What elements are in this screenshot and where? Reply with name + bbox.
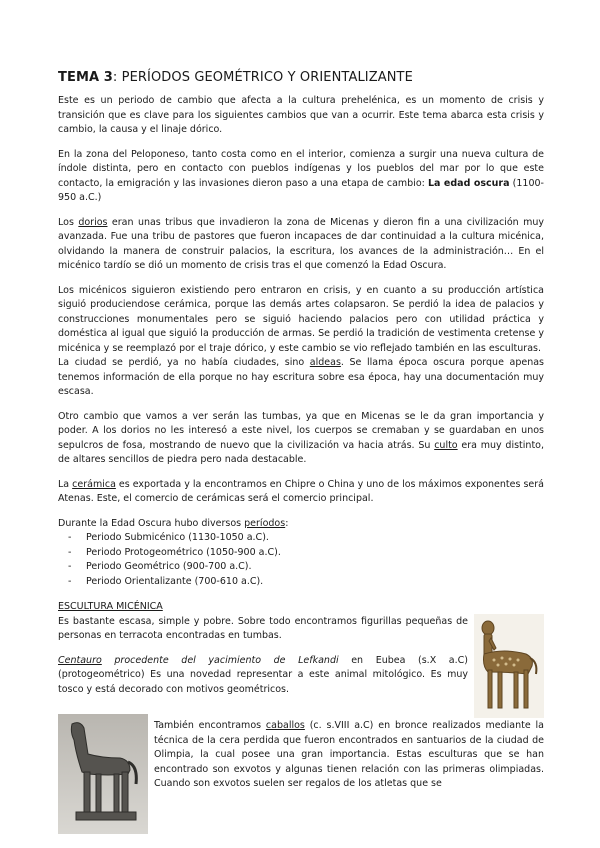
paragraph-ceramica xyxy=(58,478,544,507)
list-item: - Periodo Orientalizante (700-610 a.C). xyxy=(58,575,544,590)
p11-a: También encontramos xyxy=(154,720,266,731)
list-item: - Periodo Protogeométrico (1050-900 a.C). xyxy=(58,546,544,561)
paragraph-intro: Este es un periodo de cambio que afecta a la cultura prehelénica, es un momento de crisis y transición que es clave para los siguientes cambios que van a ocurrir. Este tema abarca esta crisis y cambio, la causa y el linaje dórico. xyxy=(58,95,544,135)
paragraph-periodos xyxy=(58,517,544,532)
title-rest: : PERÍODOS GEOMÉTRICO Y ORIENTALIZANTE xyxy=(112,70,413,85)
p6-u: culto xyxy=(434,439,458,451)
paragraph-escultura: Es bastante escasa, simple y pobre. Sobre todo encontramos figurillas pequeñas de personas en terracota encontradas en tumbas. xyxy=(58,615,468,641)
centaur-figure-icon xyxy=(474,614,544,718)
p2-bold: La edad oscura xyxy=(428,177,510,189)
p5-b: . Se llama época oscura porque apenas tenemos información de ella porque no hay escritura sobre esa época, hay una documentación muy escasa. xyxy=(58,357,544,397)
centaur-photo xyxy=(474,614,544,718)
list-item: - Periodo Geométrico (900-700 a.C). xyxy=(58,560,544,575)
p3-u: dorios xyxy=(78,216,108,228)
p2-text: En la zona del Peloponeso, tanto costa como en el interior, comienza a surgir una nueva cultura de índole distinta, pero en contacto con pueblos indígenas y los pueblos del mar por lo que este contacto, la emigración y las invasiones dieron paso a una etapa de cambio: xyxy=(58,148,544,189)
title-bold: TEMA 3 xyxy=(58,70,113,85)
p11-b: (c. s.VIII a.C) en bronce realizados mediante la técnica de la cera perdida que fueron encontrados en santuarios de la ciudad de Olimpia, la cual posee una gran importancia. Estas esculturas que se han encontrado son exvotos y algunas tienen relación con las primeras olimpiadas. Cuando son exvotos suelen ser regalos de los atletas que se xyxy=(154,720,544,789)
p10-i: procedente del yacimiento de Lefkandi xyxy=(101,654,339,666)
paragraph-caballos xyxy=(154,719,544,792)
caballos-block xyxy=(154,719,544,792)
p10-u: Centauro xyxy=(58,654,102,666)
p5-a: La ciudad se perdió, ya no había ciudades, sino xyxy=(58,357,310,368)
bronze-horse-icon xyxy=(58,714,148,834)
p8-a: Durante la Edad Oscura hubo diversos xyxy=(58,517,245,529)
periods-list xyxy=(58,531,544,589)
p11-u: caballos xyxy=(265,720,305,731)
p8-u: períodos xyxy=(244,517,286,529)
p10-b: en Eubea (s.X a.C) (protogeométrico) Es una novedad representar a este animal mitológico. Es muy tosco y está decorado con motivos geométricos. xyxy=(58,654,468,695)
p7-u: cerámica xyxy=(72,478,116,490)
paragraph-centauro xyxy=(58,654,468,698)
p2-tail: (1100-950 a.C.) xyxy=(58,177,544,203)
horse-photo xyxy=(58,714,148,834)
paragraph-dorios xyxy=(58,216,544,274)
paragraph-peloponeso xyxy=(58,148,544,206)
p7-a: La xyxy=(58,478,73,490)
p3-b: eran unas tribus que invadieron la zona de Micenas y dieron fin a una civilización muy avanzada. Fue una tribu de pastores que fueron incapaces de dar continuidad a la cultura micénica, olvidando la manera de construir palacios, la escritura, los avances de la administración… En el micénico tardío se dió un momento de crisis tras el que comenzó la Edad Oscura. xyxy=(58,216,544,271)
paragraph-micenicos: Los micénicos siguieron existiendo pero entraron en crisis, y en cuanto a su producción artística siguió produciendose cerámica, porque las demás artes colapsaron. Se perdió la idea de palacios y construcciones monumentales pero se siguió haciendo palacios pero con utilidad práctica y doméstica al igual que siguió la producción de armas. Se perdió la tradición de vestimenta cretense y micénica y se reemplazó por el traje dórico, y este cambio se vio reflejado también en las esculturas. xyxy=(58,284,544,354)
section-heading: ESCULTURA MICÉNICA xyxy=(58,601,163,612)
p6-b: era muy distinto, de altares sencillos de piedra pero nada destacable. xyxy=(58,439,544,465)
document-body xyxy=(58,70,544,707)
p5-u: aldeas xyxy=(309,357,341,368)
p6-a: Otro cambio que vamos a ver serán las tumbas, ya que en Micenas se le da gran importancia y poder. A los dorios no les interesó a este nivel, los cuerpos se cremaban y se guardaban en unos sepulcros de fosa, mostrando de nuevo que la civilización va hacia atrás. Su xyxy=(58,410,544,451)
p8-b: : xyxy=(285,517,289,529)
list-item: - Periodo Submicénico (1130-1050 a.C). xyxy=(58,531,544,546)
p7-b: es exportada y la encontramos en Chipre o China y uno de los máximos exponentes será Atenas. Este, el comercio de cerámicas será el comercio principal. xyxy=(58,478,544,504)
paragraph-ciudad xyxy=(58,356,544,400)
p3-a: Los xyxy=(58,216,79,228)
paragraph-tumbas xyxy=(58,410,544,468)
page-title xyxy=(58,70,544,85)
